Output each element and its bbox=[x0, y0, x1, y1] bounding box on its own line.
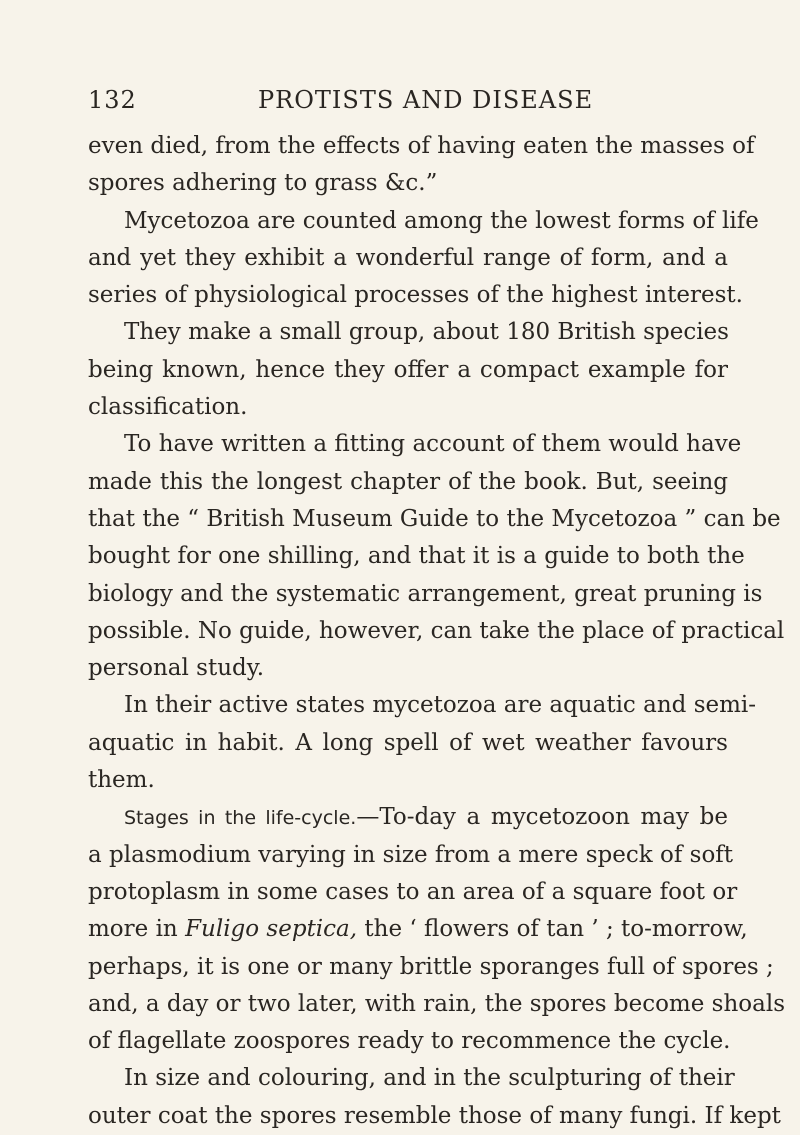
text-line: being known, hence they offer a compact example for bbox=[88, 356, 728, 383]
page-number: 132 bbox=[88, 86, 137, 114]
section-heading: Stages in the life-cycle. bbox=[124, 807, 357, 830]
running-title: PROTISTS AND DISEASE bbox=[258, 86, 594, 114]
text-line: series of physiological processes of the highest interest. bbox=[88, 282, 743, 309]
text-fragment: —To-day a mycetozoon may be bbox=[356, 804, 729, 831]
text-line: aquatic in habit. A long spell of wet weather favours bbox=[88, 729, 728, 756]
text-line: In size and colouring, and in the sculpturing of their bbox=[124, 1065, 735, 1092]
text-line: spores adhering to grass &c.” bbox=[88, 170, 438, 197]
text-line: classification. bbox=[88, 394, 248, 421]
text-line: protoplasm in some cases to an area of a square foot or bbox=[88, 878, 738, 905]
text-line: and, a day or two later, with rain, the spores become shoals bbox=[88, 990, 785, 1017]
running-head bbox=[88, 86, 728, 126]
species-name: Fuligo septica, bbox=[185, 916, 358, 943]
text-line: a plasmodium varying in size from a mere speck of soft bbox=[88, 841, 734, 868]
text-fragment: more in bbox=[88, 916, 186, 943]
text-line: They make a small group, about 180 British species bbox=[124, 319, 729, 346]
text-line: of flagellate zoospores ready to recommence the cycle. bbox=[88, 1028, 731, 1055]
text-line: even died, from the effects of having eaten the masses of bbox=[88, 133, 755, 159]
text-line: perhaps, it is one or many brittle sporanges full of spores ; bbox=[88, 953, 774, 980]
text-fragment: the ‘ flowers of tan ’ ; to-morrow, bbox=[357, 916, 748, 943]
text-line: biology and the systematic arrangement, great pruning is bbox=[88, 580, 763, 607]
text-line: In their active states mycetozoa are aquatic and semi- bbox=[124, 692, 757, 719]
text-line: outer coat the spores resemble those of many fungi. If kept bbox=[88, 1102, 781, 1129]
text-line: and yet they exhibit a wonderful range of form, and a bbox=[88, 244, 728, 271]
text-line: personal study. bbox=[88, 655, 265, 682]
text-line: Mycetozoa are counted among the lowest forms of life bbox=[124, 207, 759, 234]
text-line: possible. No guide, however, can take the place of practical bbox=[88, 617, 785, 644]
text-line bbox=[88, 911, 748, 948]
text-line: To have written a fitting account of them would have bbox=[124, 431, 742, 458]
text-line: bought for one shilling, and that it is a guide to both the bbox=[88, 543, 745, 570]
body-text bbox=[88, 128, 785, 1135]
text-line bbox=[88, 799, 728, 836]
text-line: them. bbox=[88, 767, 155, 794]
text-line: that the “ British Museum Guide to the Mycetozoa ” can be bbox=[88, 505, 781, 532]
text-line: made this the longest chapter of the book. But, seeing bbox=[88, 468, 728, 495]
